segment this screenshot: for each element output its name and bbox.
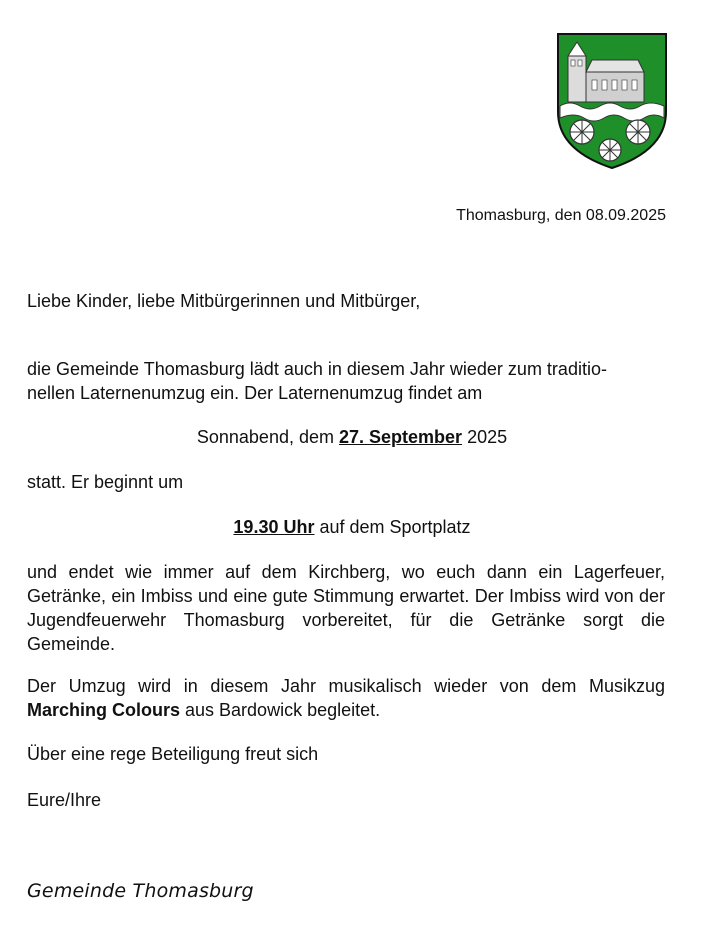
closing-line: Über eine rege Beteiligung freut sich	[27, 744, 319, 764]
music-suffix: aus Bardowick begleitet.	[180, 700, 381, 720]
ending-paragraph: und endet wie immer auf dem Kirchberg, wo euch dann ein Lagerfeuer, Getränke, ein Imbiss und eine gute Stimmung erwartet. Der Imbiss wird von der Jugendfeuerwehr Thomasburg vorbereitet, für die Getränke sorgt die Gemeinde.	[27, 562, 665, 654]
event-time-suffix: auf dem Sportplatz	[314, 517, 471, 537]
coat-of-arms-icon	[556, 32, 668, 170]
event-time-highlight: 19.30 Uhr	[233, 517, 315, 537]
intro-line-2: nellen Laternenumzug ein. Der Laternenumzug findet am	[27, 383, 483, 403]
starts-text: statt. Er beginnt um	[27, 472, 184, 492]
event-date-highlight: 27. September	[339, 427, 463, 447]
regards: Eure/Ihre	[27, 790, 102, 810]
letter-date: Thomasburg, den 08.09.2025	[456, 207, 666, 224]
salutation: Liebe Kinder, liebe Mitbürgerinnen und Mitbürger,	[27, 291, 421, 311]
event-date-prefix: Sonnabend, dem	[196, 427, 339, 447]
event-date-suffix: 2025	[462, 427, 508, 447]
event-time-line	[0, 515, 704, 539]
music-paragraph	[27, 674, 665, 722]
band-name: Marching Colours	[27, 700, 181, 720]
signature: Gemeinde Thomasburg	[27, 880, 254, 902]
event-date-line	[0, 425, 704, 449]
music-prefix: Der Umzug wird in diesem Jahr musikalisch wieder von dem Musikzug	[27, 676, 665, 696]
intro-line-1: die Gemeinde Thomasburg lädt auch in diesem Jahr wieder zum traditio-	[27, 359, 607, 379]
